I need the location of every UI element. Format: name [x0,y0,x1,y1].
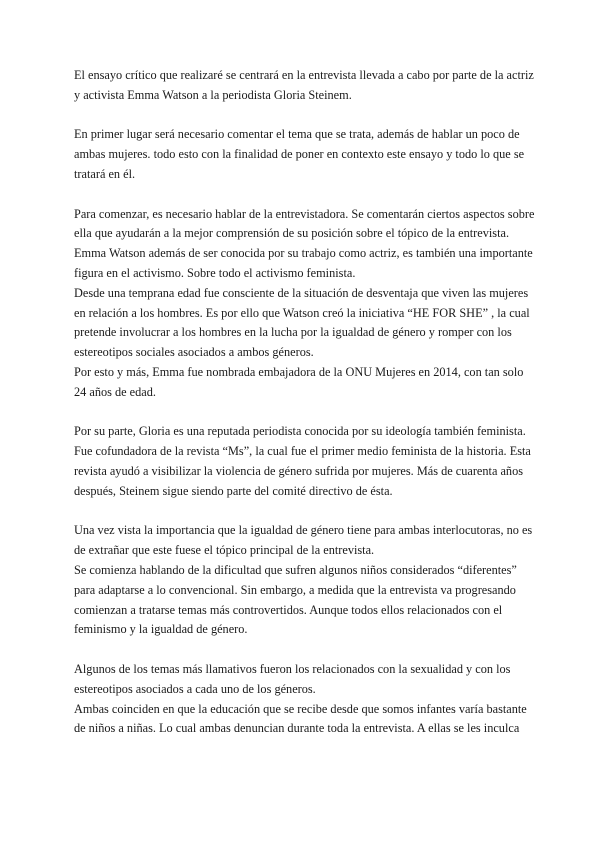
text-line: en relación a los hombres. Es por ello que Watson creó la iniciativa “HE FOR SHE” , la cual [74,305,530,320]
text-line: y activista Emma Watson a la periodista Gloria Steinem. [74,87,352,102]
text-line: ella que ayudarán a la mejor comprensión de su posición sobre el tópico de la entrevista. [74,226,510,241]
paragraph-emma-watson [74,205,534,403]
text-line: figura en el activismo. Sobre todo el activismo feminista. [74,265,356,280]
text-line: tratará en él. [74,166,136,181]
text-line: después, Steinem sigue siendo parte del comité directivo de ésta. [74,483,393,498]
text-line: Por su parte, Gloria es una reputada periodista conocida por su ideología también feminista. [74,424,526,439]
text-line: Una vez vista la importancia que la igualdad de género tiene para ambas interlocutoras, no es [74,523,533,538]
text-line: revista ayudó a visibilizar la violencia de género sufrida por mujeres. Más de cuarenta años [74,463,524,478]
text-line: Por esto y más, Emma fue nombrada embajadora de la ONU Mujeres en 2014, con tan solo [74,364,524,379]
paragraph-interview-topic [74,521,534,640]
document-body [74,66,534,739]
text-line: El ensayo crítico que realizaré se centrará en la entrevista llevada a cabo por parte de la actriz [74,68,534,82]
text-line: Algunos de los temas más llamativos fueron los relacionados con la sexualidad y con los [74,661,511,676]
text-line: comienzan a tratarse temas más controvertidos. Aunque todos ellos relacionados con el [74,602,503,617]
paragraph-gloria-steinem [74,422,534,501]
paragraph-context [74,125,534,184]
text-line: 24 años de edad. [74,384,156,399]
text-line: feminismo y la igualdad de género. [74,622,248,637]
paragraph-themes [74,660,534,739]
text-line: estereotipos sociales asociados a ambos géneros. [74,345,314,360]
text-line: pretende involucrar a los hombres en la lucha por la igualdad de género y romper con los [74,325,512,340]
text-line: Para comenzar, es necesario hablar de la entrevistadora. Se comentarán ciertos aspectos sobre [74,206,535,221]
text-line: para adaptarse a lo convencional. Sin embargo, a medida que la entrevista va progresando [74,582,516,597]
text-line: Fue cofundadora de la revista “Ms”, la cual fue el primer medio feminista de la historia. Esta [74,444,531,459]
text-line: de extrañar que este fuese el tópico principal de la entrevista. [74,543,375,558]
text-line: de niños a niñas. Lo cual ambas denuncian durante toda la entrevista. A ellas se les inculca [74,721,520,736]
text-line: Emma Watson además de ser conocida por su trabajo como actriz, es también una importante [74,246,533,261]
text-line: estereotipos asociados a cada uno de los géneros. [74,681,316,696]
text-line: Se comienza hablando de la dificultad que sufren algunos niños considerados “diferentes” [74,562,517,577]
text-line: Desde una temprana edad fue consciente de la situación de desventaja que viven las mujeres [74,285,529,300]
text-line: En primer lugar será necesario comentar el tema que se trata, además de hablar un poco de [74,127,520,142]
text-line: Ambas coinciden en que la educación que se recibe desde que somos infantes varía bastante [74,701,527,716]
text-line: ambas mujeres. todo esto con la finalidad de poner en contexto este ensayo y todo lo que se [74,147,525,162]
paragraph-intro [74,66,534,106]
